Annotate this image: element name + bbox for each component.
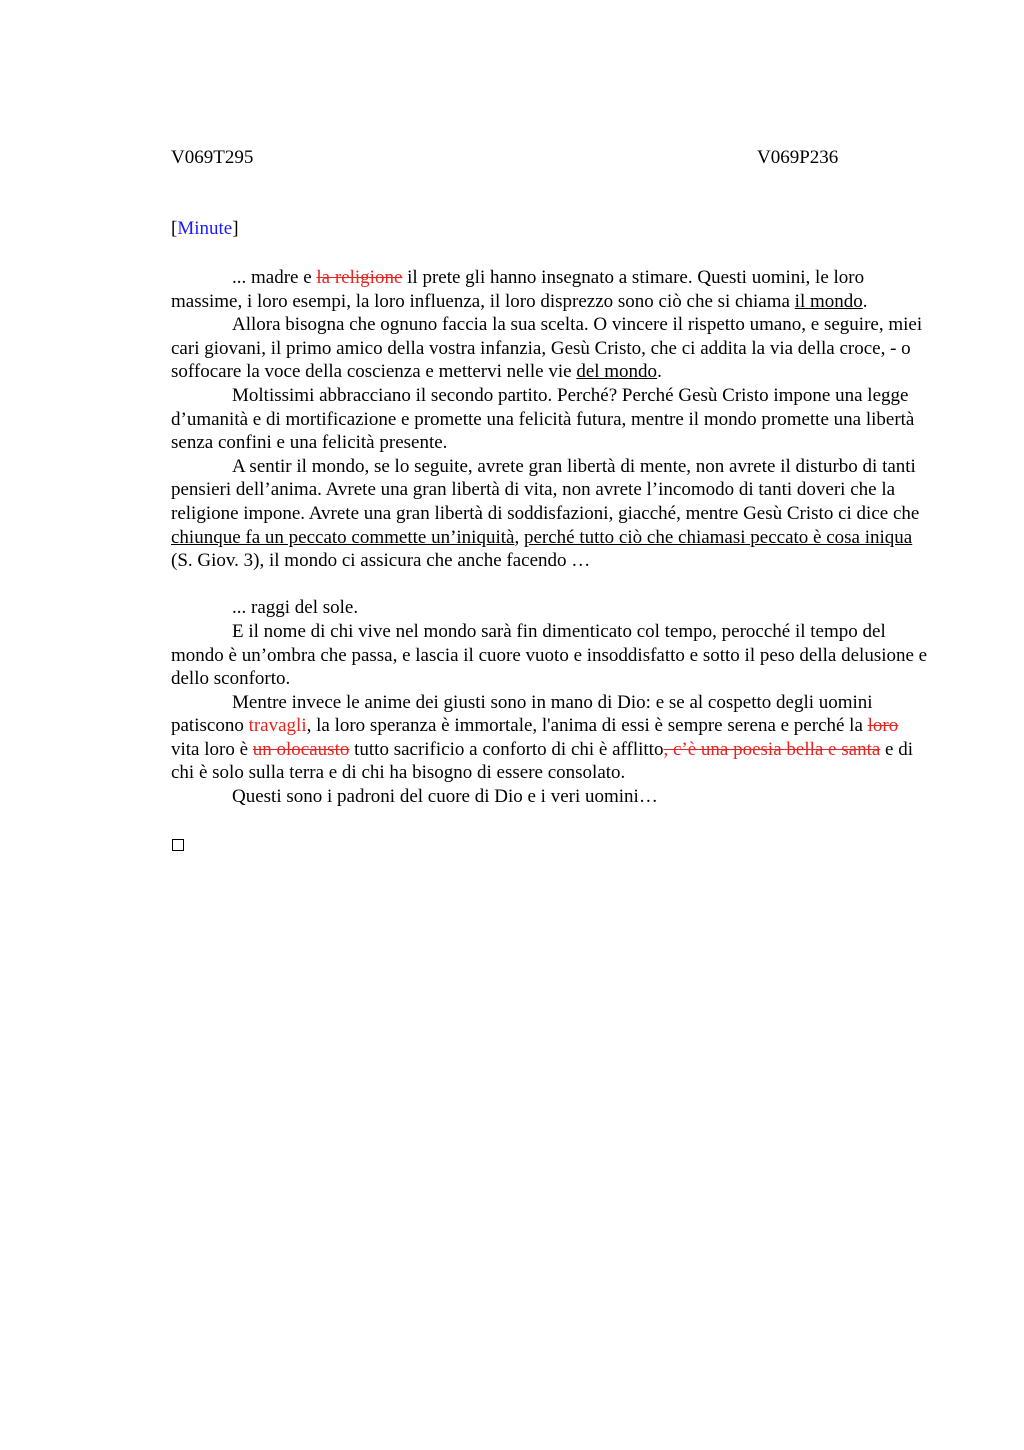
text-run: . (862, 290, 868, 312)
transcription-body (171, 266, 931, 809)
text-run: ... madre e (232, 267, 317, 288)
paragraph-1 (171, 266, 931, 313)
deleted-text: loro (867, 715, 899, 737)
paragraph-5: ... raggi del sole. (232, 597, 359, 619)
paragraph-6: E il nome di chi vive nel mondo sarà fin dimenticato col tempo, perocché il tempo del mondo è un’ombra che passa, e lascia il cuore vuoto e insoddisfatto e sotto il peso della delusione e dello sconforto. (171, 620, 928, 690)
deleted-text: la religione (316, 267, 403, 288)
text-run: tutto sacrificio a conforto di chi è afflitto (349, 738, 664, 760)
paragraph-8: Questi sono i padroni del cuore di Dio e i veri uomini… (232, 786, 658, 808)
underlined-text: chiunque fa un peccato commette un’iniquità (171, 526, 515, 548)
deleted-text: , c’è una poesia bella e santa (663, 738, 881, 760)
text-run: A sentir il mondo, se lo seguite, avrete gran libertà di mente, non avrete il disturbo di tanti pensieri dell’anima. Avrete una gran libertà di vita, non avrete l’incomodo di tanti doveri che la religione impone. Avrete una gran libertà di soddisfazioni, giacché, mentre Gesù Cristo ci dice che (171, 455, 920, 524)
paragraph-7 (171, 691, 931, 785)
section-label-minute: Minute (177, 218, 233, 239)
text-run: , (514, 526, 524, 548)
text-run: . (657, 361, 662, 383)
text-run: Allora bisogna che ognuno faccia la sua scelta. O vincere il rispetto umano, e seguire, miei cari giovani, il primo amico della vostra infanzia, Gesù Cristo, che ci addita la via della croce, - o soffocare la voce della coscienza e mettervi nelle vie (171, 314, 923, 383)
section-heading (171, 217, 239, 241)
square-outline-icon (172, 839, 184, 851)
bracket-close: ] (232, 218, 239, 239)
bracket-open: [ (171, 218, 178, 239)
document-code-right: V069P236 (757, 147, 839, 168)
deleted-text: un olocausto (252, 738, 350, 760)
underlined-text: del mondo (576, 361, 658, 383)
document-code-left: V069T295 (171, 147, 254, 168)
text-run: vita loro è (171, 738, 253, 760)
underlined-text: il mondo (794, 290, 863, 312)
paragraph-3: Moltissimi abbracciano il secondo partito. Perché? Perché Gesù Cristo impone una legge d’umanità e di mortificazione e promette una felicità futura, mentre il mondo promette una libertà senza confini e una felicità presente. (171, 384, 915, 454)
text-run: il prete gli hanno insegnato a stimare. Questi uomini, le loro massime, i loro esempi, la loro influenza, il loro disprezzo sono ciò che si chiama (171, 267, 865, 312)
underlined-text: perché tutto ciò che chiamasi peccato è cosa iniqua (523, 526, 913, 548)
paragraph-4 (171, 455, 931, 573)
text-run: (S. Giov. 3), il mondo ci assicura che anche facendo … (171, 550, 591, 572)
inserted-text: travagli (248, 715, 307, 737)
paragraph-2 (171, 313, 931, 384)
text-run: , la loro speranza è immortale, l'anima di essi è sempre serena e perché la (306, 715, 868, 737)
text-run: e di chi è solo sulla terra e di chi ha bisogno di essere consolato. (171, 738, 913, 784)
text-run: Mentre invece le anime dei giusti sono in mano di Dio: e se al cospetto degli uomini patiscono (171, 691, 873, 737)
